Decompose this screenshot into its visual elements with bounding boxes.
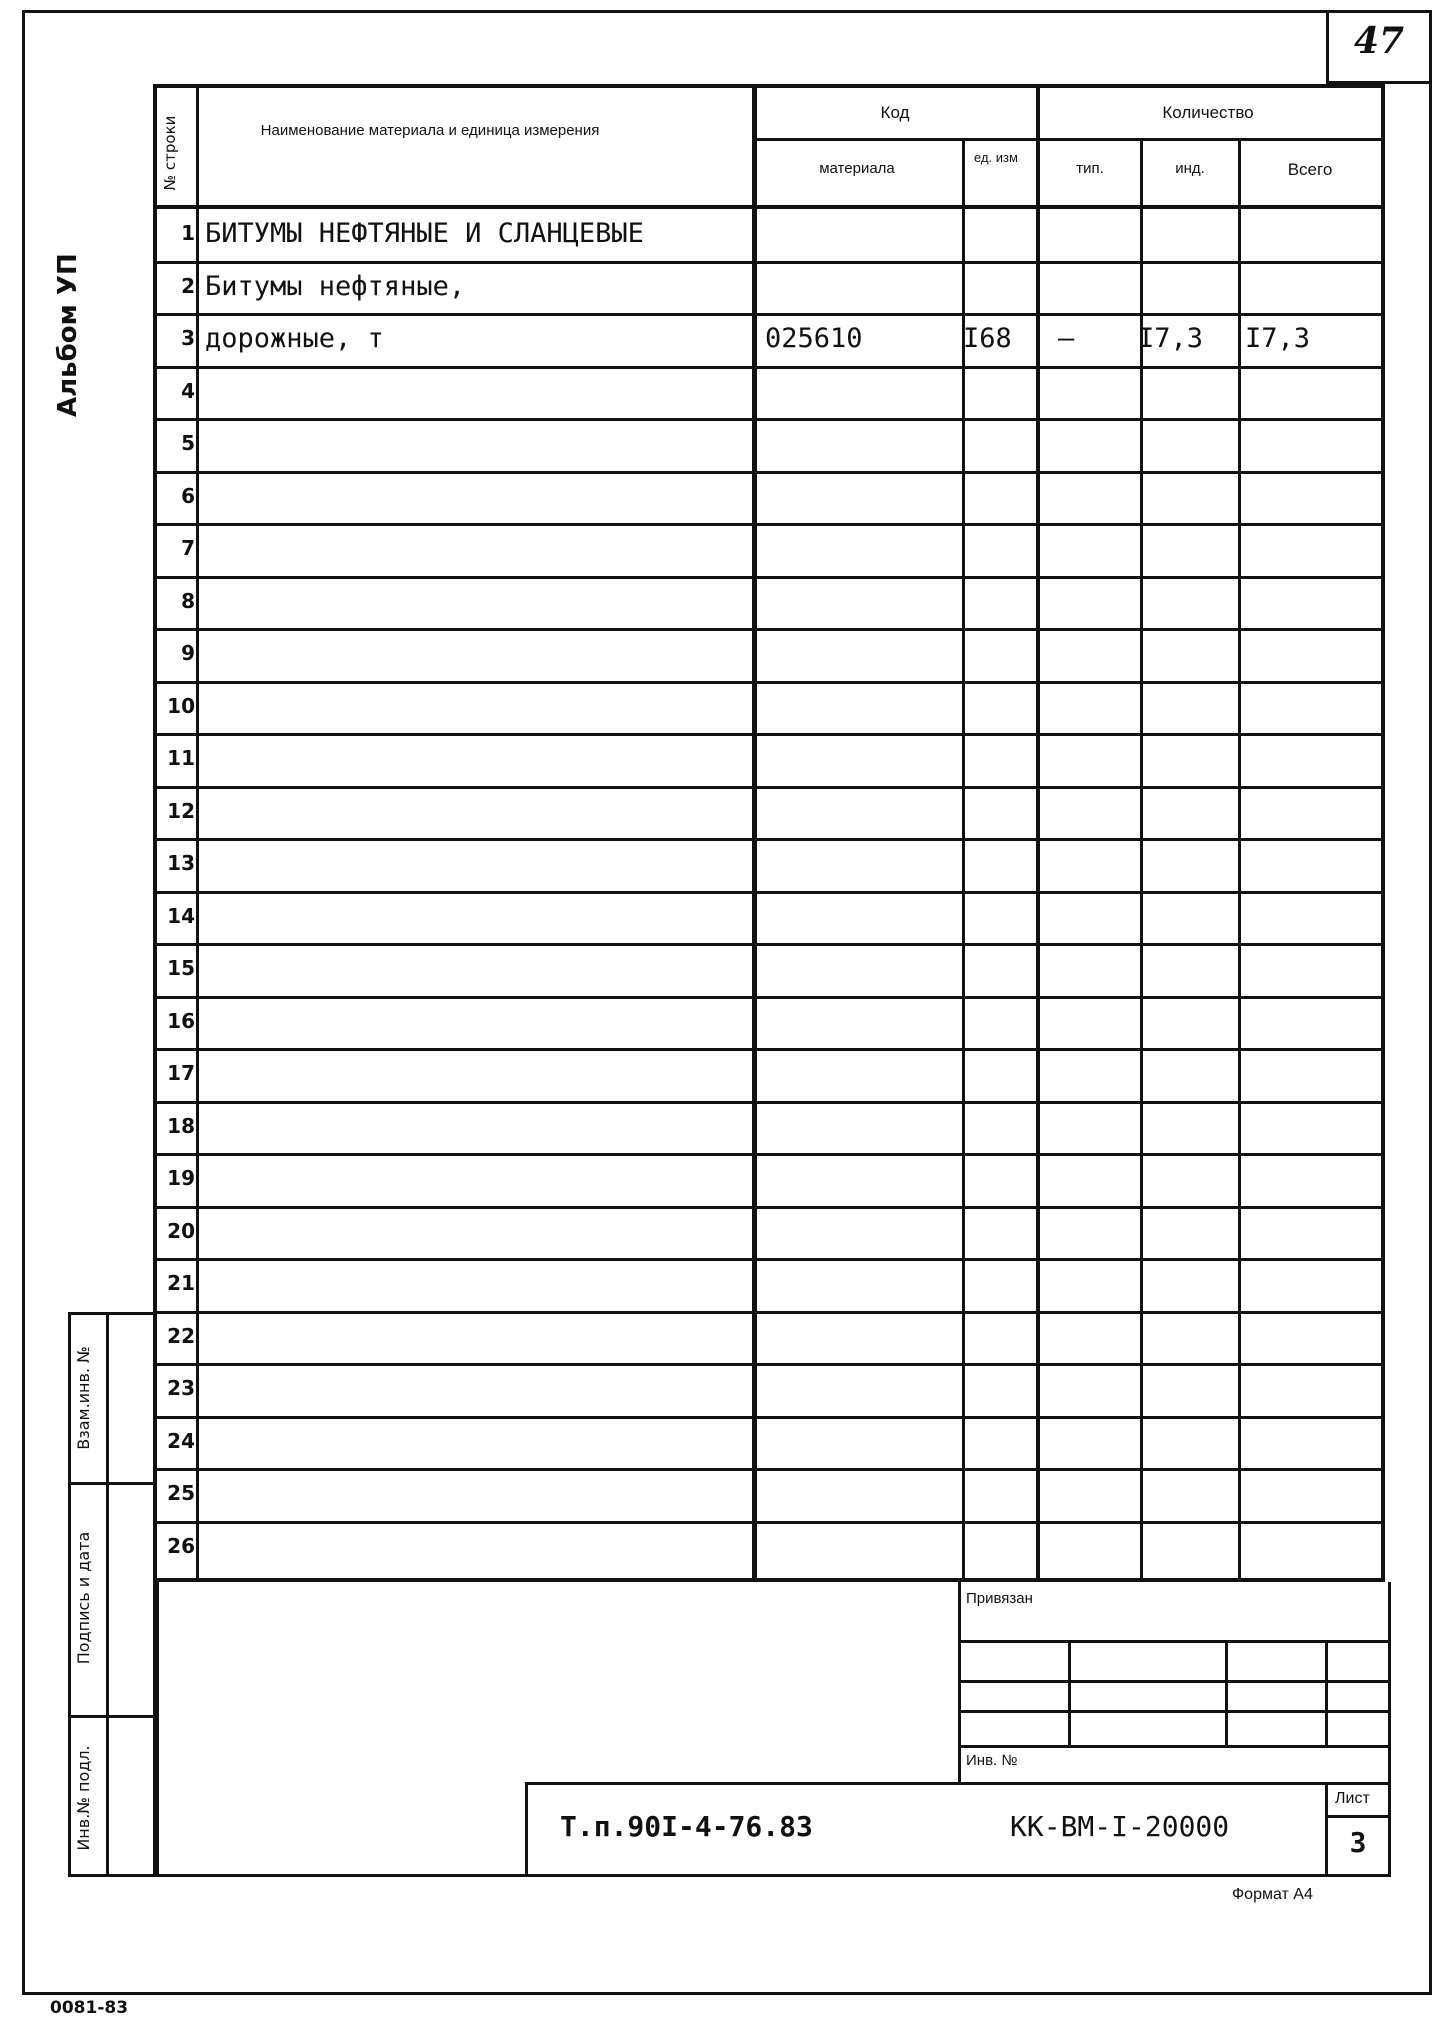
header-code: Код: [880, 103, 910, 122]
row-number: 12: [167, 798, 195, 823]
table-row: [153, 1417, 1385, 1470]
row-number: 18: [167, 1113, 195, 1138]
table-row: [153, 787, 1385, 840]
row-number: 21: [167, 1271, 195, 1295]
table-row: [153, 314, 1385, 367]
sheet-number: 3: [1349, 1826, 1367, 1859]
side-stamp-inv-podl: Инв.№ подл.: [74, 1745, 93, 1851]
side-stamp-vzam: Взам.инв. №: [74, 1346, 93, 1450]
row-number: 4: [181, 378, 195, 403]
format-label: Формат А4: [1232, 1886, 1313, 1903]
row-number: 11: [167, 746, 195, 770]
row-number: 14: [167, 903, 195, 928]
table-row: [153, 1049, 1385, 1102]
privyazan-label: Привязан: [966, 1590, 1033, 1607]
table-row: [153, 1522, 1385, 1575]
row-number: 25: [167, 1481, 195, 1505]
privyazan-col-1: [1068, 1640, 1071, 1745]
page-number: 47: [1353, 20, 1405, 62]
cell-qty-total: I7,3: [1245, 323, 1311, 354]
row-number: 9: [181, 641, 195, 665]
drawing-code: КК-ВМ-I-20000: [1010, 1810, 1230, 1843]
doc-code: Т.п.90I-4-76.83: [560, 1810, 813, 1843]
table-row: [153, 524, 1385, 577]
table-row: [153, 1207, 1385, 1260]
row-number: 3: [181, 326, 195, 350]
table-row: [153, 734, 1385, 787]
table-row: [153, 629, 1385, 682]
row-number: 17: [167, 1061, 195, 1085]
header-code-material: материала: [819, 160, 895, 177]
cell-name: Битумы нефтяные,: [205, 270, 466, 302]
header-row-no: № строки: [161, 115, 179, 191]
header-qty-typ: тип.: [1076, 160, 1104, 177]
row-number: 8: [181, 588, 195, 613]
table-row: [153, 1102, 1385, 1155]
row-number: 22: [167, 1323, 195, 1348]
table-row: [153, 1364, 1385, 1417]
row-number: 15: [167, 956, 195, 980]
table-row: [153, 577, 1385, 630]
cell-name: БИТУМЫ НЕФТЯНЫЕ И СЛАНЦЕВЫЕ: [205, 218, 644, 249]
table-row: [153, 1154, 1385, 1207]
table-row: [153, 839, 1385, 892]
row-number: 5: [181, 431, 195, 455]
table-row: [153, 1312, 1385, 1365]
header-sub-line-code: [752, 138, 1036, 141]
row-number: 2: [181, 273, 195, 298]
cell-unit-code: I68: [963, 323, 1012, 354]
table-row: [153, 1259, 1385, 1312]
privyazan-line-4: [958, 1745, 1391, 1748]
table-row: [153, 892, 1385, 945]
row-number: 24: [167, 1428, 195, 1453]
row-number: 1: [181, 221, 195, 245]
side-stamp-podpis: Подпись и дата: [74, 1531, 93, 1665]
row-number: 26: [167, 1533, 195, 1558]
header-qty-ind: инд.: [1175, 160, 1205, 177]
row-number: 20: [167, 1218, 195, 1243]
header-quantity: Количество: [1162, 103, 1254, 122]
table-row: [153, 209, 1385, 262]
row-number: 16: [167, 1008, 195, 1033]
row-number: 7: [181, 536, 195, 560]
row-number: 19: [167, 1166, 195, 1190]
header-sub-line-qty: [1036, 138, 1382, 141]
table-row: [153, 1469, 1385, 1522]
table-row: [153, 367, 1385, 420]
table-row: [153, 682, 1385, 735]
inv-no-label: Инв. №: [966, 1752, 1018, 1769]
table-row: [153, 997, 1385, 1050]
cell-name: дорожные, т: [205, 323, 384, 354]
table-row: [153, 472, 1385, 525]
header-qty-total: Всего: [1287, 160, 1333, 179]
cell-qty-typ: –: [1058, 323, 1075, 354]
row-number: 10: [167, 693, 195, 718]
album-label: Альбом УП: [53, 253, 83, 417]
table-row: [153, 944, 1385, 997]
bottom-code: 0081-83: [50, 1998, 129, 2018]
header-name: Наименование материала и единица измерения: [260, 122, 600, 139]
privyazan-col-3: [1325, 1640, 1328, 1745]
privyazan-col-2: [1225, 1640, 1228, 1745]
side-stamp-divider: [106, 1312, 109, 1877]
table-row: [153, 419, 1385, 472]
header-code-unit: ед. изм: [974, 150, 1018, 165]
side-stamp-line-2: [68, 1715, 156, 1718]
sheet-label: Лист: [1335, 1790, 1370, 1807]
side-stamp-line-1: [68, 1482, 156, 1485]
row-number: 6: [181, 483, 195, 508]
row-number: 13: [167, 851, 195, 875]
row-number: 23: [167, 1376, 195, 1400]
table-row: [153, 262, 1385, 315]
cell-qty-ind: I7,3: [1138, 323, 1204, 354]
cell-material-code: 025610: [765, 323, 863, 354]
sheet-line: [1325, 1815, 1391, 1818]
